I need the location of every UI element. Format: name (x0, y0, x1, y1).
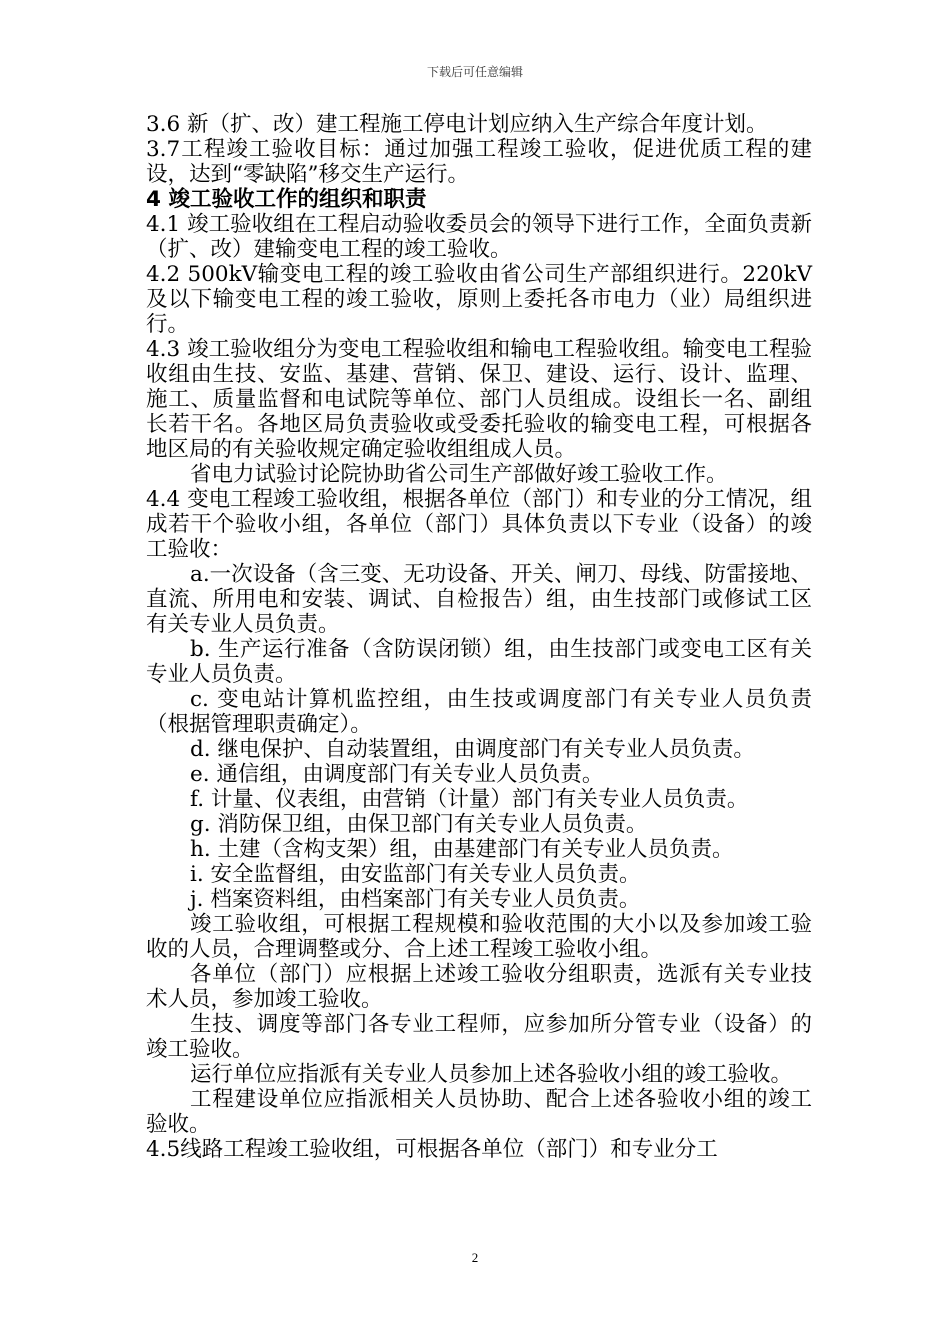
paragraph: 生技、调度等部门各专业工程师，应参加所分管专业（设备）的竣工验收。 (146, 1012, 812, 1062)
paragraph: 省电力试验讨论院协助省公司生产部做好竣工验收工作。 (190, 462, 728, 487)
paragraph: 4.1 竣工验收组在工程启动验收委员会的领导下进行工作，全面负责新（扩、改）建输变电工程的竣工验收。 (146, 212, 812, 262)
paragraph: g. 消防保卫组，由保卫部门有关专业人员负责。 (190, 812, 648, 837)
paragraph: h. 土建（含构支架）组，由基建部门有关专业人员负责。 (190, 837, 734, 862)
paragraph: c. 变电站计算机监控组，由生技或调度部门有关专业人员负责（根据管理职责确定）。 (146, 687, 812, 737)
paragraph: j. 档案资料组，由档案部门有关专业人员负责。 (190, 887, 641, 912)
paragraph: 4.2 500kV输变电工程的竣工验收由省公司生产部组织进行。220kV及以下输变电工程的竣工验收，原则上委托各市电力（业）局组织进行。 (146, 262, 812, 337)
paragraph: e. 通信组，由调度部门有关专业人员负责。 (190, 762, 604, 787)
paragraph: 运行单位应指派有关专业人员参加上述各验收小组的竣工验收。 (190, 1062, 793, 1087)
paragraph: 各单位（部门）应根据上述竣工验收分组职责，选派有关专业技术人员，参加竣工验收。 (146, 962, 812, 1012)
paragraph: 竣工验收组，可根据工程规模和验收范围的大小以及参加竣工验收的人员，合理调整或分、合上述工程竣工验收小组。 (146, 912, 812, 962)
paragraph: b. 生产运行准备（含防误闭锁）组，由生技部门或变电工区有关专业人员负责。 (146, 637, 812, 687)
paragraph: 4.3 竣工验收组分为变电工程验收组和输电工程验收组。输变电工程验收组由生技、安监、基建、营销、保卫、建设、运行、设计、监理、施工、质量监督和电试院等单位、部门人员组成。设组长一名、副组长若干名。各地区局负责验收或受委托验收的输变电工程，可根据各地区局的有关验收规定确定验收组组成人员。 (146, 337, 812, 462)
document-body (146, 112, 812, 1162)
section-heading: 4 竣工验收工作的组织和职责 (146, 187, 427, 212)
paragraph: 工程建设单位应指派相关人员协助、配合上述各验收小组的竣工验收。 (146, 1087, 812, 1137)
page-header: 下载后可任意编辑 (426, 65, 523, 79)
paragraph: i. 安全监督组，由安监部门有关专业人员负责。 (190, 862, 641, 887)
paragraph: 4.5线路工程竣工验收组，可根据各单位（部门）和专业分工 (146, 1137, 718, 1162)
paragraph: f. 计量、仪表组，由营销（计量）部门有关专业人员负责。 (190, 787, 749, 812)
paragraph: 4.4 变电工程竣工验收组，根据各单位（部门）和专业的分工情况，组成若干个验收小组，各单位（部门）具体负责以下专业（设备）的竣工验收： (146, 487, 812, 562)
paragraph: a.一次设备（含三变、无功设备、开关、闸刀、母线、防雷接地、直流、所用电和安装、调试、自检报告）组，由生技部门或修试工区有关专业人员负责。 (146, 562, 812, 637)
page-number: 2 (471, 1250, 479, 1265)
paragraph: d. 继电保护、自动装置组，由调度部门有关专业人员负责。 (190, 737, 755, 762)
paragraph: 3.7工程竣工验收目标：通过加强工程竣工验收，促进优质工程的建设，达到“零缺陷”移交生产运行。 (146, 137, 812, 187)
paragraph: 3.6 新（扩、改）建工程施工停电计划应纳入生产综合年度计划。 (146, 112, 768, 137)
